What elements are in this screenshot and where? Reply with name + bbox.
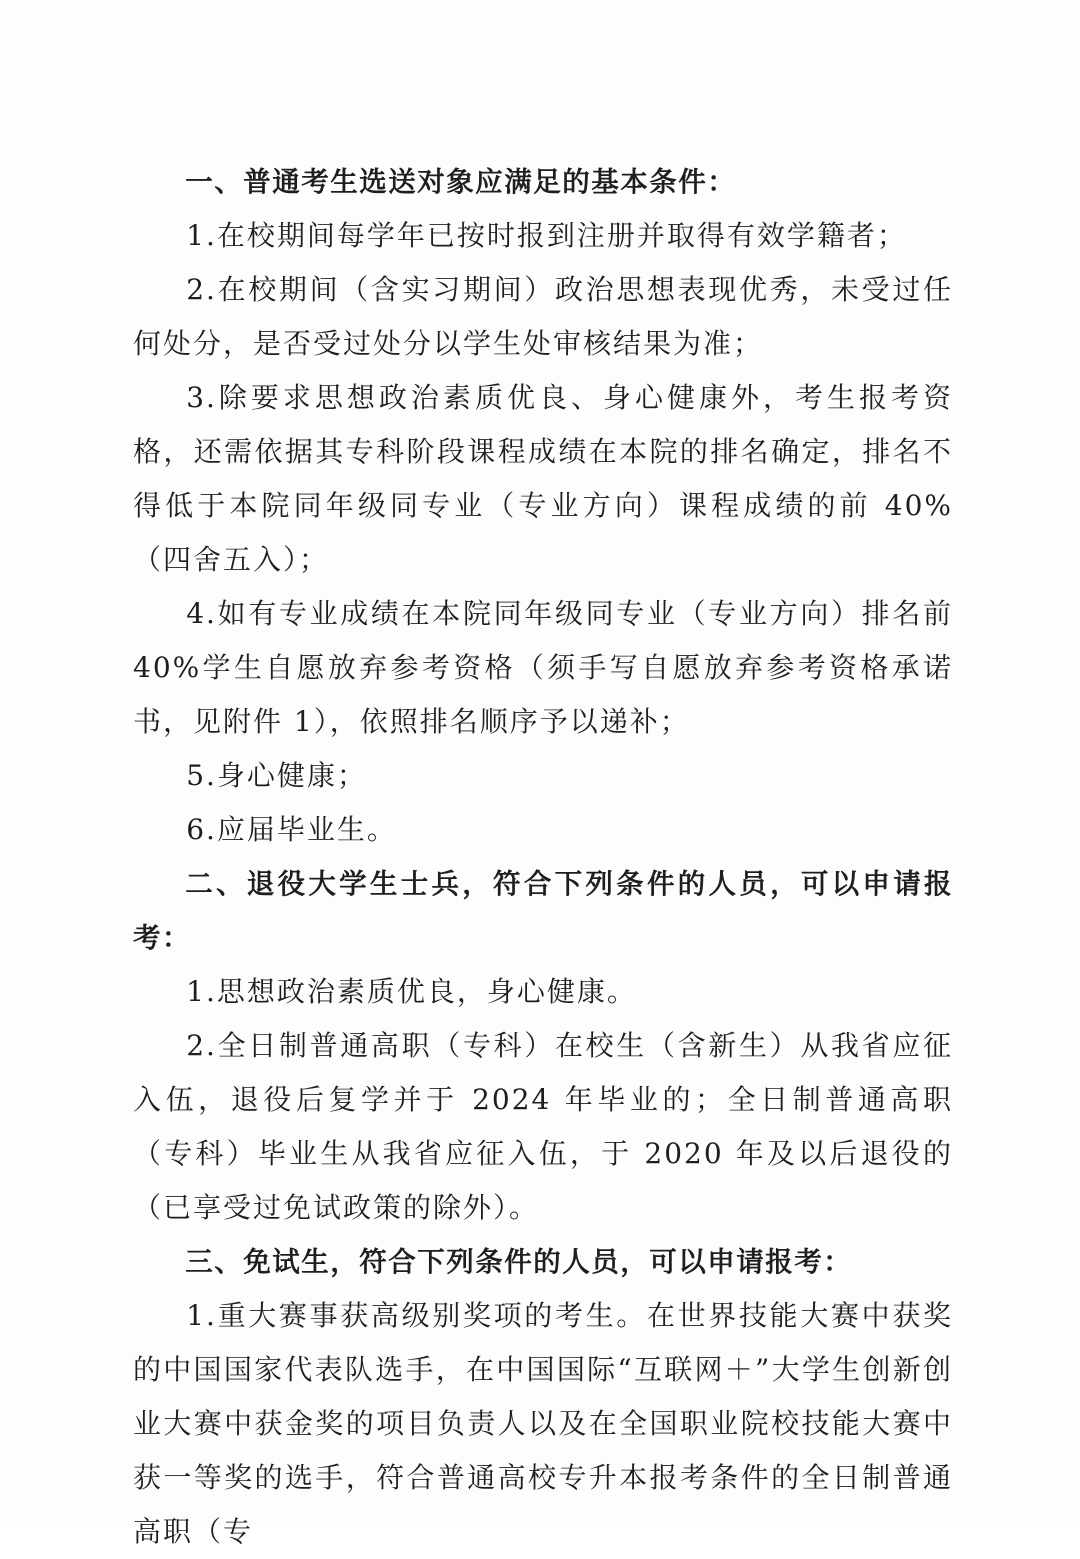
list-item: 1.思想政治素质优良，身心健康。 — [186, 975, 637, 1008]
section-heading-3: 三、免试生，符合下列条件的人员，可以申请报考： — [185, 1246, 853, 1278]
document-body — [133, 155, 953, 1559]
list-item: 3.除要求思想政治素质优良、身心健康外，考生报考资格，还需依据其专科阶段课程成绩在本院的排名确定，排名不得低于本院同年级同专业（专业方向）课程成绩的前 40%（四舍五入）； — [133, 381, 953, 576]
list-item: 6.应届毕业生。 — [186, 813, 397, 846]
list-item: 5.身心健康； — [186, 759, 367, 792]
list-item: 2.在校期间（含实习期间）政治思想表现优秀，未受过任何处分，是否受过处分以学生处审核结果为准； — [133, 273, 953, 360]
list-item: 1.在校期间每学年已按时报到注册并取得有效学籍者； — [186, 219, 907, 252]
list-item: 2.全日制普通高职（专科）在校生（含新生）从我省应征入伍，退役后复学并于 2024 年毕业的；全日制普通高职（专科）毕业生从我省应征入伍，于 2020 年及以后退役的（已享受过免试政策的除外）。 — [133, 1029, 953, 1224]
section-heading-1: 一、普通考生选送对象应满足的基本条件： — [185, 166, 737, 198]
list-item: 4.如有专业成绩在本院同年级同专业（专业方向）排名前 40%学生自愿放弃参考资格（须手写自愿放弃参考资格承诺书，见附件 1），依照排名顺序予以递补； — [133, 597, 953, 738]
section-heading-2: 二、退役大学生士兵，符合下列条件的人员，可以申请报考： — [133, 868, 953, 954]
list-item: 1.重大赛事获高级别奖项的考生。在世界技能大赛中获奖的中国国家代表队选手，在中国国际“互联网＋”大学生创新创业大赛中获金奖的项目负责人以及在全国职业院校技能大赛中获一等奖的选手，符合普通高校专升本报考条件的全日制普通高职（专 — [133, 1299, 953, 1548]
